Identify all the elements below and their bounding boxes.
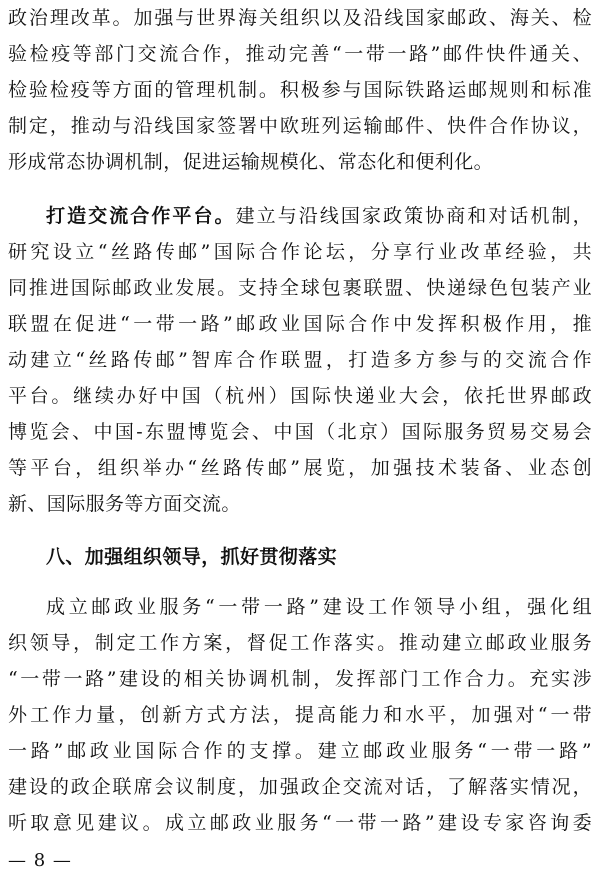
text-line: 一路”邮政业国际合作的支撑。建立邮政业服务“一带一路”	[8, 740, 592, 762]
text-line: 动建立“丝路传邮”智库合作联盟，打造多方参与的交流合作	[8, 349, 592, 371]
text-line: 外工作力量，创新方式方法，提高能力和水平，加强对“一带	[8, 704, 592, 726]
paragraph-first-line-text: 建立与沿线国家政策协商和对话机制，	[235, 205, 592, 227]
text-line: 研究设立“丝路传邮”国际合作论坛，分享行业改革经验，共	[8, 241, 592, 263]
text-line: 成立邮政业服务“一带一路”建设工作领导小组，强化组	[46, 596, 592, 618]
paragraph-first-line	[8, 198, 592, 234]
text-line: 同推进国际邮政业发展。支持全球包裹联盟、快递绿色包装产业	[8, 277, 592, 299]
text-line: 形成常态协调机制，促进运输规模化、常态化和便利化。	[8, 151, 494, 173]
text-line: 等平台，组织举办“丝路传邮”展览，加强技术装备、业态创	[8, 457, 592, 479]
text-line: “一带一路”建设的相关协调机制，发挥部门工作合力。充实涉	[8, 668, 592, 690]
text-line: 验检疫等部门交流合作，推动完善“一带一路”邮件快件通关、	[8, 43, 592, 65]
text-line: 检验检疫等方面的管理机制。积极参与国际铁路运邮规则和标准	[8, 79, 592, 101]
text-line: 制定，推动与沿线国家签署中欧班列运输邮件、快件合作协议，	[8, 115, 592, 137]
text-line: 听取意见建议。成立邮政业服务“一带一路”建设专家咨询委	[8, 812, 592, 834]
text-line: 平台。继续办好中国（杭州）国际快递业大会，依托世界邮政	[8, 385, 592, 407]
text-line: 政治理改革。加强与世界海关组织以及沿线国家邮政、海关、检	[8, 7, 592, 29]
paragraph-lead: 打造交流合作平台。	[46, 205, 236, 227]
section-heading: 八、加强组织领导，抓好贯彻落实	[46, 546, 338, 568]
text-line: 建设的政企联席会议制度，加强政企交流对话，了解落实情况，	[8, 776, 592, 798]
text-line: 新、国际服务等方面交流。	[8, 493, 241, 515]
text-line: 博览会、中国-东盟博览会、中国（北京）国际服务贸易交易会	[8, 421, 592, 443]
page-number: — 8 —	[8, 850, 72, 871]
text-line: 织领导，制定工作方案，督促工作落实。推动建立邮政业服务	[8, 632, 592, 654]
text-line: 联盟在促进“一带一路”邮政业国际合作中发挥积极作用，推	[8, 313, 592, 335]
